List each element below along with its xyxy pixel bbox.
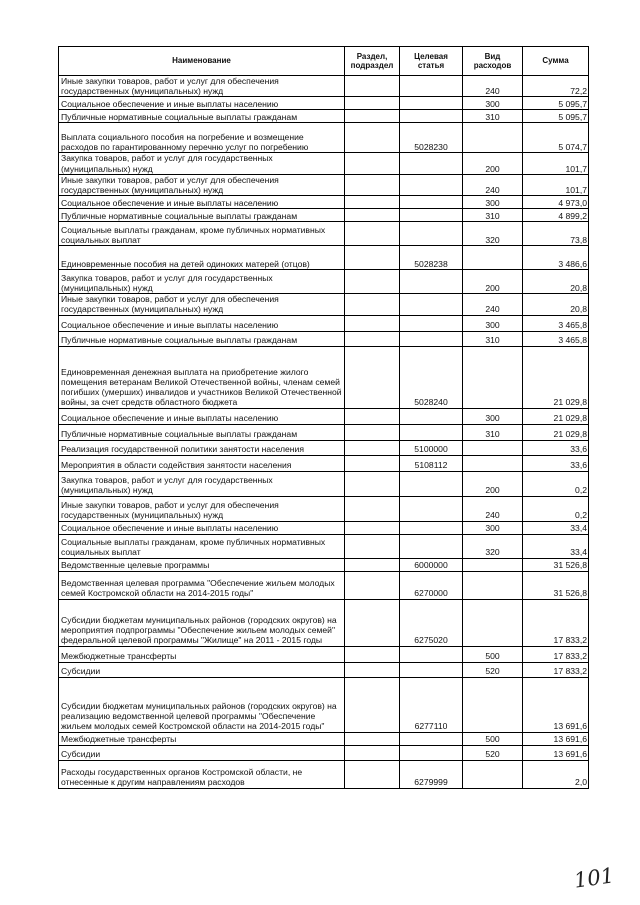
row-expense-type-cell: 320: [463, 222, 523, 246]
row-article-cell: [400, 331, 463, 346]
row-article-cell: [400, 153, 463, 174]
table-row: [59, 97, 589, 110]
row-section-cell: [345, 496, 400, 521]
row-expense-type-cell: [463, 760, 523, 788]
header-name: Наименование: [59, 47, 345, 76]
row-expense-type-cell: 300: [463, 315, 523, 331]
row-article-cell: [400, 646, 463, 662]
row-expense-type-cell: [463, 599, 523, 646]
row-expense-type-cell: 300: [463, 521, 523, 534]
table-row: [59, 153, 589, 174]
row-sum-cell: 31 526,8: [523, 558, 589, 571]
row-article-cell: [400, 209, 463, 222]
row-sum-cell: 21 029,8: [523, 424, 589, 440]
table-row: [59, 662, 589, 677]
row-sum-cell: 5 095,7: [523, 110, 589, 123]
row-name-cell: Субсидии: [59, 662, 345, 677]
row-section-cell: [345, 424, 400, 440]
table-row: [59, 209, 589, 222]
table-row: [59, 599, 589, 646]
row-section-cell: [345, 97, 400, 110]
row-sum-cell: 33,6: [523, 455, 589, 471]
row-sum-cell: 5 095,7: [523, 97, 589, 110]
row-expense-type-cell: 200: [463, 270, 523, 294]
row-name-cell: Ведомственные целевые программы: [59, 558, 345, 571]
row-name-cell: Публичные нормативные социальные выплаты гражданам: [59, 110, 345, 123]
row-article-cell: [400, 424, 463, 440]
row-sum-cell: 101,7: [523, 153, 589, 174]
row-name-cell: Иные закупки товаров, работ и услуг для обеспечения государственных (муниципальных) нужд: [59, 496, 345, 521]
row-name-cell: Ведомственная целевая программа "Обеспечение жильем молодых семей Костромской области на 2014-2015 годы": [59, 571, 345, 599]
row-expense-type-cell: 500: [463, 646, 523, 662]
row-expense-type-cell: 500: [463, 732, 523, 745]
row-article-cell: [400, 471, 463, 496]
row-section-cell: [345, 677, 400, 732]
row-sum-cell: 101,7: [523, 174, 589, 195]
row-section-cell: [345, 534, 400, 558]
row-article-cell: 6000000: [400, 558, 463, 571]
row-sum-cell: 17 833,2: [523, 599, 589, 646]
row-name-cell: Иные закупки товаров, работ и услуг для обеспечения государственных (муниципальных) нужд: [59, 294, 345, 315]
row-section-cell: [345, 471, 400, 496]
table-row: [59, 76, 589, 97]
row-sum-cell: 17 833,2: [523, 662, 589, 677]
table-row: [59, 222, 589, 246]
row-sum-cell: 0,2: [523, 471, 589, 496]
table-row: [59, 246, 589, 270]
row-section-cell: [345, 315, 400, 331]
row-section-cell: [345, 745, 400, 760]
row-sum-cell: 0,2: [523, 496, 589, 521]
table-row: [59, 270, 589, 294]
row-expense-type-cell: 310: [463, 209, 523, 222]
row-article-cell: [400, 196, 463, 209]
row-name-cell: Иные закупки товаров, работ и услуг для обеспечения государственных (муниципальных) нужд: [59, 76, 345, 97]
table-row: [59, 471, 589, 496]
row-sum-cell: 72,2: [523, 76, 589, 97]
row-section-cell: [345, 346, 400, 408]
row-article-cell: 6279999: [400, 760, 463, 788]
row-article-cell: [400, 97, 463, 110]
row-sum-cell: 33,4: [523, 534, 589, 558]
table-header-row: [59, 47, 589, 76]
row-article-cell: 5028240: [400, 346, 463, 408]
row-sum-cell: 13 691,6: [523, 677, 589, 732]
row-name-cell: Закупка товаров, работ и услуг для государственных (муниципальных) нужд: [59, 270, 345, 294]
table-row: [59, 534, 589, 558]
row-article-cell: [400, 408, 463, 424]
row-article-cell: 5028238: [400, 246, 463, 270]
table-row: [59, 123, 589, 153]
row-name-cell: Публичные нормативные социальные выплаты гражданам: [59, 424, 345, 440]
header-sum: Сумма: [523, 47, 589, 76]
row-expense-type-cell: 310: [463, 424, 523, 440]
row-name-cell: Иные закупки товаров, работ и услуг для обеспечения государственных (муниципальных) нужд: [59, 174, 345, 195]
row-sum-cell: 17 833,2: [523, 646, 589, 662]
table-row: [59, 315, 589, 331]
row-name-cell: Социальное обеспечение и иные выплаты населению: [59, 315, 345, 331]
row-sum-cell: 3 465,8: [523, 315, 589, 331]
row-name-cell: Субсидии бюджетам муниципальных районов (городских округов) на мероприятия подпрограммы "Обеспечение жильем молодых семей" федеральной целевой программы "Жилище" на 2011 - 2015 годы: [59, 599, 345, 646]
row-article-cell: [400, 270, 463, 294]
row-name-cell: Мероприятия в области содействия занятости населения: [59, 455, 345, 471]
row-expense-type-cell: 520: [463, 662, 523, 677]
row-sum-cell: 33,4: [523, 521, 589, 534]
row-expense-type-cell: 300: [463, 408, 523, 424]
row-sum-cell: 21 029,8: [523, 346, 589, 408]
row-name-cell: Межбюджетные трансферты: [59, 732, 345, 745]
row-sum-cell: 3 486,6: [523, 246, 589, 270]
handwritten-page-number: 101: [572, 863, 616, 893]
row-expense-type-cell: [463, 123, 523, 153]
row-sum-cell: 4 899,2: [523, 209, 589, 222]
row-expense-type-cell: 240: [463, 174, 523, 195]
row-sum-cell: 4 973,0: [523, 196, 589, 209]
row-name-cell: Реализация государственной политики занятости населения: [59, 440, 345, 455]
row-article-cell: [400, 110, 463, 123]
row-sum-cell: 13 691,6: [523, 732, 589, 745]
table-row: [59, 558, 589, 571]
table-row: [59, 440, 589, 455]
row-sum-cell: 20,8: [523, 270, 589, 294]
row-name-cell: Социальное обеспечение и иные выплаты населению: [59, 408, 345, 424]
table-row: [59, 424, 589, 440]
row-sum-cell: 20,8: [523, 294, 589, 315]
row-expense-type-cell: 200: [463, 153, 523, 174]
row-section-cell: [345, 599, 400, 646]
row-section-cell: [345, 571, 400, 599]
row-article-cell: [400, 294, 463, 315]
header-article: Целевая статья: [400, 47, 463, 76]
row-article-cell: [400, 496, 463, 521]
row-section-cell: [345, 294, 400, 315]
row-sum-cell: 5 074,7: [523, 123, 589, 153]
row-expense-type-cell: [463, 558, 523, 571]
row-name-cell: Публичные нормативные социальные выплаты гражданам: [59, 209, 345, 222]
table-row: [59, 408, 589, 424]
row-section-cell: [345, 440, 400, 455]
row-section-cell: [345, 196, 400, 209]
row-sum-cell: 3 465,8: [523, 331, 589, 346]
row-sum-cell: 13 691,6: [523, 745, 589, 760]
row-name-cell: Выплата социального пособия на погребение и возмещение расходов по гарантированному перечню услуг по погребению: [59, 123, 345, 153]
row-name-cell: Единовременная денежная выплата на приобретение жилого помещения ветеранам Великой Отечественной войны, членам семей погибших (умерших) инвалидов и участников Великой Отечественной войны, за счет средств областного бюджета: [59, 346, 345, 408]
row-expense-type-cell: [463, 677, 523, 732]
row-sum-cell: 2,0: [523, 760, 589, 788]
row-expense-type-cell: 240: [463, 496, 523, 521]
row-section-cell: [345, 174, 400, 195]
row-expense-type-cell: 320: [463, 534, 523, 558]
table-row: [59, 496, 589, 521]
row-name-cell: Закупка товаров, работ и услуг для государственных (муниципальных) нужд: [59, 471, 345, 496]
table-row: [59, 331, 589, 346]
table-row: [59, 677, 589, 732]
row-section-cell: [345, 760, 400, 788]
table-row: [59, 732, 589, 745]
header-section: Раздел, подраздел: [345, 47, 400, 76]
table-row: [59, 346, 589, 408]
row-section-cell: [345, 110, 400, 123]
row-article-cell: 5028230: [400, 123, 463, 153]
table-row: [59, 110, 589, 123]
row-section-cell: [345, 209, 400, 222]
row-section-cell: [345, 123, 400, 153]
table-body: [59, 76, 589, 789]
table-row: [59, 196, 589, 209]
row-name-cell: Социальное обеспечение и иные выплаты населению: [59, 521, 345, 534]
table-row: [59, 455, 589, 471]
row-expense-type-cell: 310: [463, 331, 523, 346]
row-section-cell: [345, 732, 400, 745]
row-article-cell: [400, 732, 463, 745]
row-name-cell: Социальное обеспечение и иные выплаты населению: [59, 97, 345, 110]
row-article-cell: 6270000: [400, 571, 463, 599]
row-section-cell: [345, 246, 400, 270]
row-name-cell: Субсидии бюджетам муниципальных районов (городских округов) на реализацию ведомственной целевой программы "Обеспечение жильем молодых семей Костромской области на 2014-2015 годы": [59, 677, 345, 732]
row-sum-cell: 21 029,8: [523, 408, 589, 424]
row-name-cell: Социальное обеспечение и иные выплаты населению: [59, 196, 345, 209]
table-row: [59, 174, 589, 195]
row-section-cell: [345, 153, 400, 174]
row-article-cell: [400, 521, 463, 534]
row-expense-type-cell: 310: [463, 110, 523, 123]
table-row: [59, 294, 589, 315]
row-section-cell: [345, 270, 400, 294]
row-article-cell: 6277110: [400, 677, 463, 732]
row-article-cell: 5100000: [400, 440, 463, 455]
row-name-cell: Единовременные пособия на детей одиноких матерей (отцов): [59, 246, 345, 270]
row-expense-type-cell: 200: [463, 471, 523, 496]
row-article-cell: 6275020: [400, 599, 463, 646]
table-row: [59, 571, 589, 599]
row-expense-type-cell: 240: [463, 76, 523, 97]
row-article-cell: [400, 745, 463, 760]
row-article-cell: 5108112: [400, 455, 463, 471]
row-section-cell: [345, 558, 400, 571]
row-article-cell: [400, 76, 463, 97]
row-expense-type-cell: [463, 571, 523, 599]
row-sum-cell: 73,8: [523, 222, 589, 246]
row-name-cell: Закупка товаров, работ и услуг для государственных (муниципальных) нужд: [59, 153, 345, 174]
row-article-cell: [400, 174, 463, 195]
row-name-cell: Расходы государственных органов Костромской области, не отнесенные к другим направлениям расходов: [59, 760, 345, 788]
table-row: [59, 760, 589, 788]
row-section-cell: [345, 408, 400, 424]
row-section-cell: [345, 455, 400, 471]
row-article-cell: [400, 222, 463, 246]
row-expense-type-cell: [463, 455, 523, 471]
row-expense-type-cell: [463, 346, 523, 408]
row-section-cell: [345, 331, 400, 346]
row-section-cell: [345, 222, 400, 246]
table-row: [59, 646, 589, 662]
row-name-cell: Публичные нормативные социальные выплаты гражданам: [59, 331, 345, 346]
row-sum-cell: 31 526,8: [523, 571, 589, 599]
row-article-cell: [400, 662, 463, 677]
table-row: [59, 745, 589, 760]
budget-table: [58, 46, 589, 789]
row-expense-type-cell: 300: [463, 196, 523, 209]
row-sum-cell: 33,6: [523, 440, 589, 455]
row-expense-type-cell: 240: [463, 294, 523, 315]
row-section-cell: [345, 646, 400, 662]
row-section-cell: [345, 521, 400, 534]
table-row: [59, 521, 589, 534]
row-section-cell: [345, 662, 400, 677]
row-expense-type-cell: 300: [463, 97, 523, 110]
row-expense-type-cell: [463, 440, 523, 455]
row-expense-type-cell: 520: [463, 745, 523, 760]
row-article-cell: [400, 315, 463, 331]
row-article-cell: [400, 534, 463, 558]
row-name-cell: Межбюджетные трансферты: [59, 646, 345, 662]
row-name-cell: Субсидии: [59, 745, 345, 760]
row-name-cell: Социальные выплаты гражданам, кроме публичных нормативных социальных выплат: [59, 222, 345, 246]
row-section-cell: [345, 76, 400, 97]
row-expense-type-cell: [463, 246, 523, 270]
row-name-cell: Социальные выплаты гражданам, кроме публичных нормативных социальных выплат: [59, 534, 345, 558]
header-expense-type: Вид расходов: [463, 47, 523, 76]
